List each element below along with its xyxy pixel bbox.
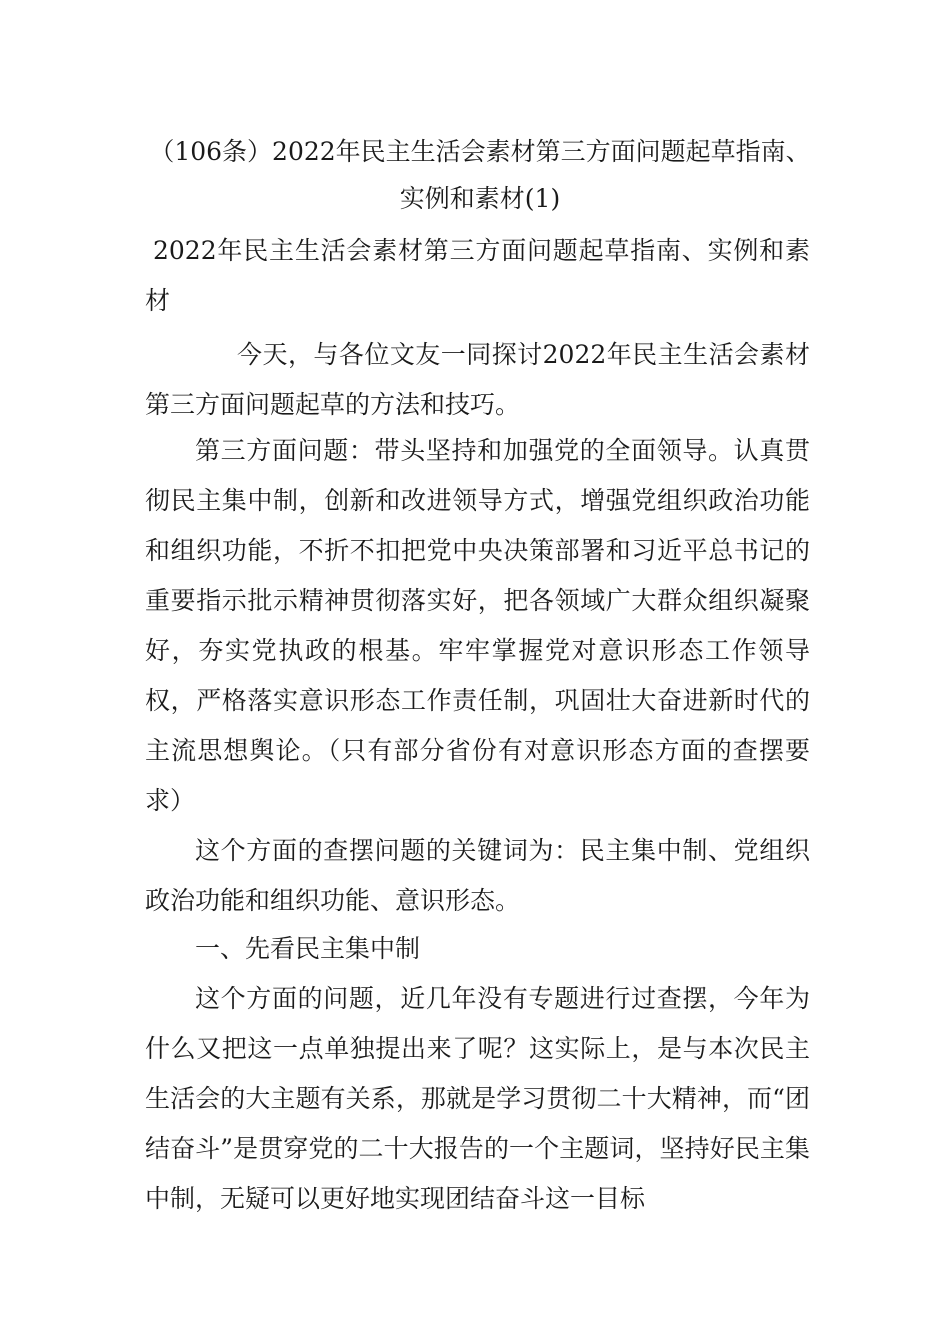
document-subtitle: 2022年民主生活会素材第三方面问题起草指南、实例和素材	[145, 236, 810, 315]
issue-paragraph: 第三方面问题：带头坚持和加强党的全面领导。认真贯彻民主集中制，创新和改进领导方式，增强党组织政治功能和组织功能，不折不扣把党中央决策部署和习近平总书记的重要指示批示精神贯彻落实好，把各领域广大群众组织凝聚好，夯实党执政的根基。牢牢掌握党对意识形态工作领导权，严格落实意识形态工作责任制，巩固壮大奋进新时代的主流思想舆论。（只有部分省份有对意识形态方面的查摆要求）	[145, 436, 810, 815]
body-paragraph: 这个方面的问题，近几年没有专题进行过查摆，今年为什么又把这一点单独提出来了呢？这实际上，是与本次民主生活会的大主题有关系，那就是学习贯彻二十大精神，而“团结奋斗”是贯穿党的二十大报告的一个主题词，坚持好民主集中制，无疑可以更好地实现团结奋斗这一目标	[145, 984, 810, 1213]
intro-paragraph: 今天，与各位文友一同探讨2022年民主生活会素材第三方面问题起草的方法和技巧。	[145, 340, 810, 419]
keywords-paragraph: 这个方面的查摆问题的关键词为：民主集中制、党组织政治功能和组织功能、意识形态。	[145, 836, 810, 915]
document-title-line1: （106条）2022年民主生活会素材第三方面问题起草指南、	[149, 137, 811, 166]
document-title-line2: 实例和素材(1)	[399, 184, 561, 213]
section-heading: 一、先看民主集中制	[195, 934, 421, 963]
